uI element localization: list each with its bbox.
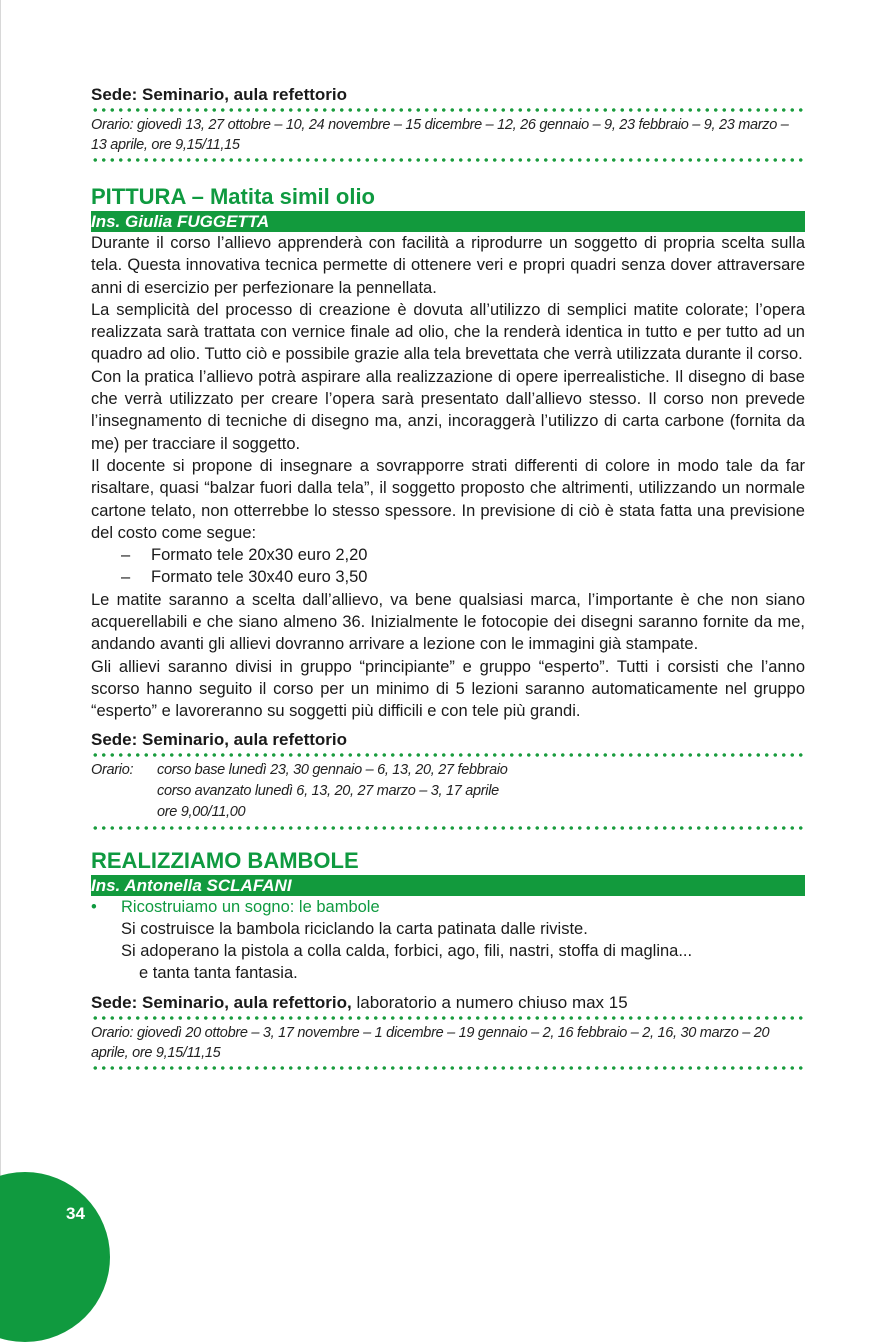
- orario-text: Orario: giovedì 13, 27 ottobre – 10, 24 novembre – 15 dicembre – 12, 26 gennaio – 9, 23 febbraio – 9, 23 marzo – 13 aprile, ore 9,15/11,15: [91, 117, 789, 153]
- body-line: e tanta tanta fantasia.: [139, 963, 298, 982]
- dotted-divider: [91, 108, 805, 112]
- section-title-bambole: REALIZZIAMO BAMBOLE: [91, 847, 359, 873]
- price-item: – Formato tele 30x40 euro 3,50: [91, 566, 805, 588]
- price-list: [91, 544, 805, 589]
- body-line: Si adoperano la pistola a colla calda, forbici, ago, fili, nastri, stoffa di maglina...: [121, 941, 693, 960]
- sede-label: Sede: Seminario, aula refettorio: [91, 85, 348, 104]
- page-content: [91, 84, 805, 1073]
- price-item: – Formato tele 20x30 euro 2,20: [91, 544, 805, 566]
- sede-main: Sede: Seminario, aula refettorio,: [91, 992, 352, 1012]
- section-title-pittura: PITTURA – Matita simil olio: [91, 184, 375, 209]
- sede-extra: laboratorio a numero chiuso max 15: [356, 992, 628, 1012]
- course-description: [91, 232, 805, 723]
- teacher-bar: Ins. Giulia FUGGETTA: [91, 211, 805, 232]
- paragraph: La semplicità del processo di creazione è dovuta all’utilizzo di semplici matite colorate; l’opera realizzata sarà trattata con vernice finale ad olio, che la renderà identica in tutto e per tutto ad un quadro ad olio. Tutto ciò e possibile grazie alla tela brevettata che verrà utilizzata durante il corso.: [91, 300, 805, 364]
- orario-text: Orario: giovedì 20 ottobre – 3, 17 novembre – 1 dicembre – 19 gennaio – 2, 16 febbraio – 2, 16, 30 marzo – 20 aprile, ore 9,15/11,15: [91, 1024, 770, 1061]
- paragraph: Durante il corso l’allievo apprenderà con facilità a riprodurre un soggetto di propria scelta sulla tela. Questa innovativa tecnica permette di ottenere veri e propri quadri senza dover attraversare anni di esercizio per perfezionare la pennellata.: [91, 234, 805, 297]
- sede-label: Sede: Seminario, aula refettorio: [91, 729, 348, 749]
- teacher-bar: Ins. Antonella SCLAFANI: [91, 875, 805, 896]
- dotted-divider: [91, 826, 805, 830]
- paragraph: Le matite saranno a scelta dall’allievo, va bene qualsiasi marca, l’importante è che non siano acquerellabili e che siano almeno 36. Inizialmente le fotocopie dei disegni saranno fornite da me, andando avanti gli allievi dovranno arrivare a lezione con le immagini già stampate.: [91, 590, 805, 654]
- dotted-divider: [91, 158, 805, 162]
- orario-schedule: [91, 760, 805, 823]
- sede-label: [91, 992, 805, 1013]
- body-line: Si costruisce la bambola riciclando la carta patinata dalle riviste.: [121, 919, 588, 938]
- paragraph: Con la pratica l’allievo potrà aspirare alla realizzazione di opere iperrealistiche. Il disegno di base che verrà utilizzato per creare l’opera sarà presentato dall’allievo stesso. Il corso non prevede l’insegnamento di tecniche di disegno ma, anzi, incoraggerà l’utilizzo di carta carbone (fornita da me) per tracciare il soggetto.: [91, 367, 805, 453]
- dotted-divider: [91, 1066, 805, 1070]
- orario-label: Orario:: [91, 761, 134, 778]
- page-number-badge: [0, 1172, 110, 1342]
- paragraph: Il docente si propone di insegnare a sovrapporre strati differenti di colore in modo tale da far risaltare, quasi “balzar fuori dalla tela”, il soggetto proposto che altrimenti, utilizzando un normale cartone telato, non otterrebbe lo stesso spessore. In previsione di ciò è stata fatta una previsione del costo come segue:: [91, 456, 805, 542]
- bullet-item-body: [91, 918, 805, 984]
- dotted-divider: [91, 753, 805, 757]
- paragraph: Gli allievi saranno divisi in gruppo “principiante” e gruppo “esperto”. Tutti i corsisti che l’anno scorso hanno seguito il corso per un minimo di 5 lezioni saranno automaticamente nel gruppo “esperto” e lavoreranno su soggetti più difficili e con tele più grandi.: [91, 657, 805, 721]
- page-number: 34: [66, 1204, 85, 1223]
- orario-line: corso base lunedì 23, 30 gennaio – 6, 13, 20, 27 febbraio: [157, 761, 508, 778]
- orario-line: corso avanzato lunedì 6, 13, 20, 27 marzo – 3, 17 aprile: [157, 782, 499, 799]
- bullet-item-title: • Ricostruiamo un sogno: le bambole: [91, 896, 805, 918]
- dotted-divider: [91, 1016, 805, 1020]
- orario-line: ore 9,00/11,00: [157, 803, 246, 820]
- page-edge: [0, 0, 1, 1263]
